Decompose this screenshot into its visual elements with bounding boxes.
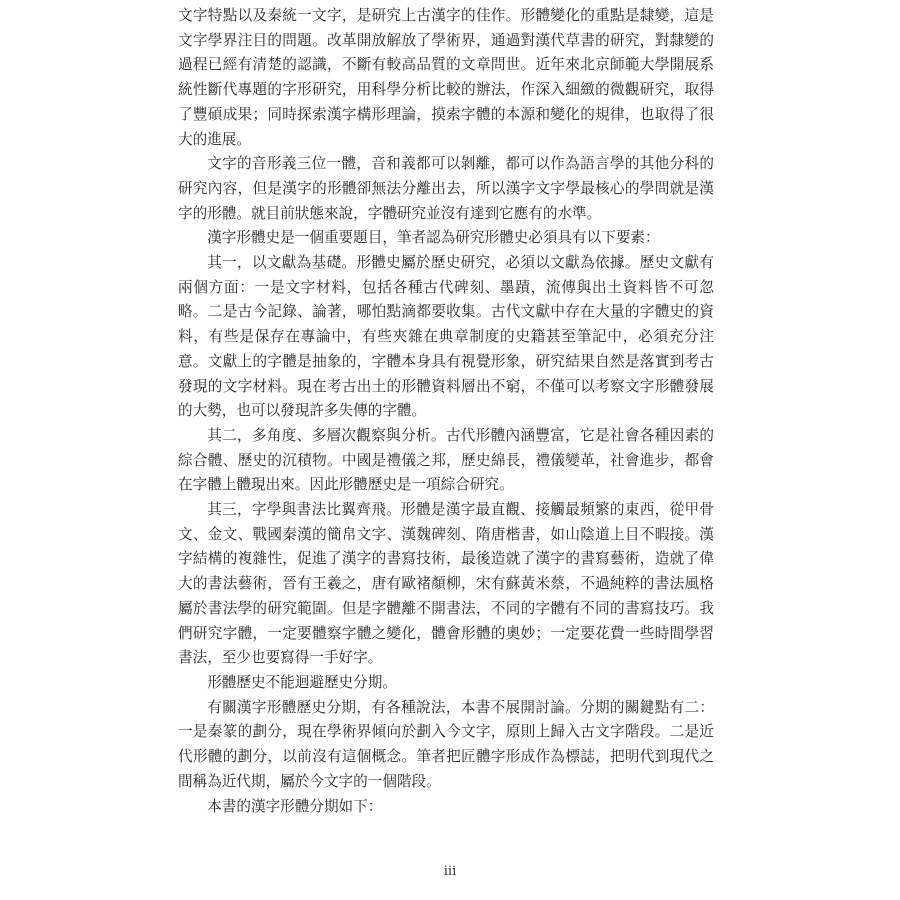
paragraph-periodization-list-intro: 本書的漢字形體分期如下： [207, 797, 383, 815]
paragraph-point-three: 其三，字學與書法比翼齊飛。形體是漢字最直觀、接觸最頻繁的東西，從甲骨文、金文、戰國秦漢的簡帛文字、漢魏碑刻、隋唐楷書，如山陰道上目不暇接。漢字結構的複雜性，促進了漢字的書寫技術，最後造就了漢字的書寫藝術，造就了偉大的書法藝術，晉有王羲之，唐有歐褚顏柳，宋有蘇黃米蔡，不過純粹的書法風格屬於書法學的研究範圍。但是字體離不開書法，不同的字體有不同的書寫技巧。我們研究字體，一定要體察字體之變化，體會形體的奧妙；一定要花費一些時間學習書法，至少也要寫得一手好字。 [178, 501, 714, 667]
page-number: iii [443, 864, 457, 879]
paragraph-periodization-detail: 有關漢字形體歷史分期，有各種說法，本書不展開討論。分期的關鍵點有二：一是秦篆的劃分，現在學術界傾向於劃入今文字，原則上歸入古文字階段。二是近代形體的劃分，以前沒有這個概念。筆者把匠體字形成作為標誌，把明代到現代之間稱為近代期，屬於今文字的一個階段。 [178, 698, 714, 790]
paragraph-periodization-note: 形體歷史不能迴避歷史分期。 [207, 673, 397, 691]
paragraph-continued: 文字特點以及秦統一文字，是研究上古漢字的佳作。形體變化的重點是隸變，這是文字學界注目的問題。改革開放解放了學術界，通過對漢代草書的研究，對隸變的過程已經有清楚的認識，不斷有較高品質的文章問世。近年來北京師範大學開展系統性斷代專題的字形研究，用科學分析比較的辦法，作深入細緻的微觀研究，取得了豐碩成果；同時探索漢字構形理論，摸索字體的本源和變化的規律，也取得了很大的進展。 [178, 7, 714, 148]
paragraph-form-history-intro: 漢字形體史是一個重要題目，筆者認為研究形體史必須具有以下要素： [207, 229, 660, 247]
body-text [178, 4, 714, 819]
paragraph-point-two: 其二，多角度、多層次觀察與分析。古代形體內涵豐富，它是社會各種因素的綜合體、歷史的沉積物。中國是禮儀之邦，歷史綿長，禮儀變革，社會進步，都會在字體上體現出來。因此形體歷史是一項綜合研究。 [178, 426, 714, 494]
paragraph-point-one: 其一，以文獻為基礎。形體史屬於歷史研究，必須以文獻為依據。歷史文獻有兩個方面：一是文字材料，包括各種古代碑刻、墨蹟，流傳與出土資料皆不可忽略。二是古今記錄、論著，哪怕點滴都要收集。古代文獻中存在大量的字體史的資料，有些是保存在專論中，有些夾雜在典章制度的史籍甚至筆記中，必須充分注意。文獻上的字體是抽象的，字體本身具有視覺形象，研究結果自然是落實到考古發現的文字材料。現在考古出土的形體資料層出不窮，不僅可以考察文字形體發展的大勢，也可以發現許多失傳的字體。 [178, 254, 714, 420]
paragraph-sound-form-meaning: 文字的音形義三位一體，音和義都可以剝離，都可以作為語言學的其他分科的研究內容，但是漢字的形體卻無法分離出去，所以漢字文字學最核心的學問就是漢字的形體。就目前狀態來說，字體研究並沒有達到它應有的水準。 [178, 155, 714, 222]
